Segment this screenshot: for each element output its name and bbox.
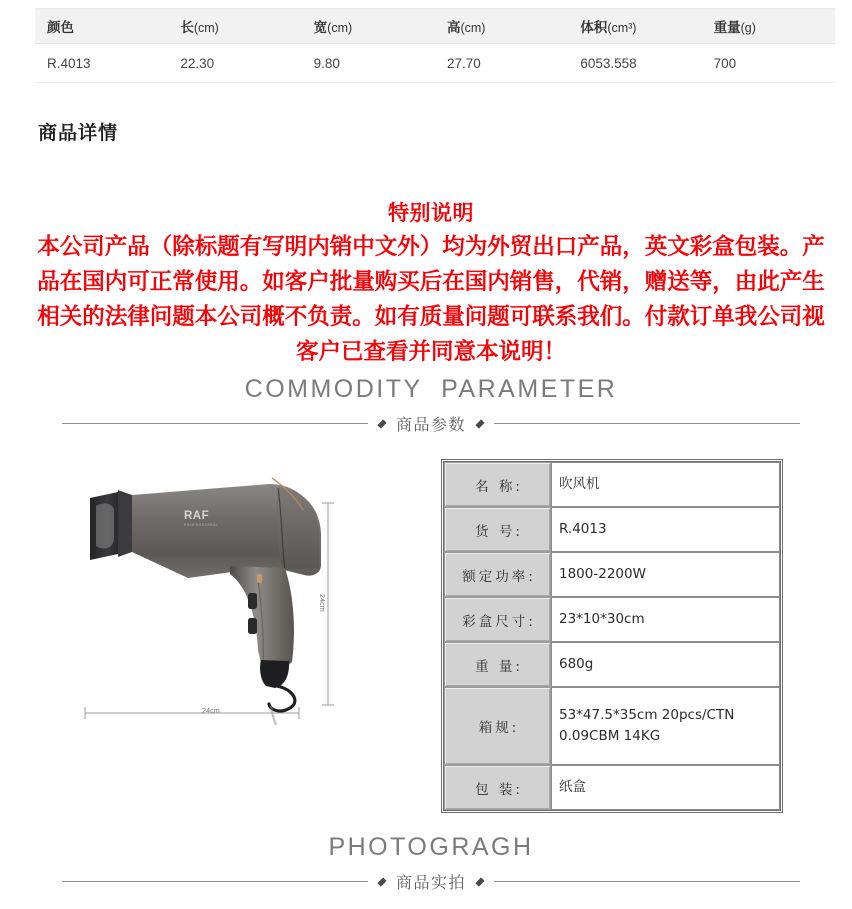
param-value-box-size: 23*10*30cm bbox=[551, 597, 780, 642]
hair-dryer-illustration bbox=[72, 462, 372, 742]
spec-table-header bbox=[35, 9, 835, 44]
spec-header-color bbox=[35, 9, 168, 44]
param-label-name: 名 称: bbox=[444, 462, 551, 507]
param-value-packing: 纸盒 bbox=[551, 765, 780, 810]
spec-header-width bbox=[302, 9, 435, 44]
param-label-weight: 重 量: bbox=[444, 642, 551, 687]
param-value-name: 吹风机 bbox=[551, 462, 780, 507]
param-value-carton-line1: 53*47.5*35cm 20pcs/CTN bbox=[559, 707, 735, 723]
special-notice-block bbox=[36, 198, 826, 370]
cord-boot bbox=[260, 660, 289, 688]
photo-banner-chinese: 商品实拍 bbox=[396, 873, 467, 892]
param-label-model: 货 号: bbox=[444, 507, 551, 552]
spec-header-volume-label: 体积 bbox=[580, 20, 608, 35]
param-label-box-size: 彩盒尺寸: bbox=[444, 597, 551, 642]
diamond-icon bbox=[475, 877, 484, 886]
photo-banner-english: PHOTOGRAGH bbox=[328, 833, 534, 861]
param-value-weight: 680g bbox=[551, 642, 780, 687]
diamond-icon bbox=[475, 419, 484, 428]
product-image-figure bbox=[72, 462, 372, 742]
table-row bbox=[444, 642, 780, 687]
width-dimension-label: 24cm bbox=[202, 708, 220, 715]
table-row bbox=[444, 765, 780, 810]
photo-banner-rule bbox=[36, 870, 826, 893]
table-row bbox=[444, 552, 780, 597]
rule-line-right bbox=[494, 423, 800, 424]
spec-header-width-unit: (cm) bbox=[327, 21, 353, 35]
switch-speed bbox=[248, 618, 257, 634]
diamond-icon bbox=[377, 419, 386, 428]
commodity-parameter-banner bbox=[36, 374, 826, 435]
table-row bbox=[35, 44, 835, 83]
rule-line-right bbox=[494, 881, 800, 882]
spec-header-length bbox=[168, 9, 301, 44]
special-notice-body: 本公司产品（除标题有写明内销中文外）均为外贸出口产品，英文彩盒包装。产品在国内可正常使用。如客户批量购买后在国内销售，代销，赠送等，由此产生相关的法律问题本公司概不负责。如有质量问题可联系我们。付款订单我公司视客户已查看并同意本说明！ bbox=[37, 234, 825, 365]
nozzle-collar bbox=[118, 490, 132, 557]
table-row bbox=[444, 597, 780, 642]
cool-shot-button bbox=[257, 574, 262, 583]
width-dimension-line bbox=[85, 707, 299, 719]
spec-header-color-label: 颜色 bbox=[47, 20, 74, 35]
table-row bbox=[444, 462, 780, 507]
param-label-carton: 箱规: bbox=[444, 687, 551, 765]
commodity-banner-chinese: 商品参数 bbox=[396, 415, 467, 434]
table-row bbox=[444, 687, 780, 765]
spec-header-weight-unit: (g) bbox=[740, 21, 756, 35]
spec-header-row bbox=[35, 9, 835, 44]
rule-line-left bbox=[62, 881, 368, 882]
spec-header-length-label: 长 bbox=[180, 20, 194, 35]
param-label-packing: 包 装: bbox=[444, 765, 551, 810]
spec-header-height bbox=[435, 9, 568, 44]
brand-wordmark: RAF bbox=[184, 510, 210, 522]
parameter-table-body bbox=[444, 462, 780, 810]
commodity-banner-english: COMMODITY PARAMETER bbox=[244, 375, 618, 403]
param-value-carton bbox=[551, 687, 780, 765]
photograph-banner bbox=[36, 832, 826, 893]
spec-header-volume-unit: (cm³) bbox=[607, 21, 637, 35]
param-value-model: R.4013 bbox=[551, 507, 780, 552]
spec-cell-volume: 6053.558 bbox=[568, 44, 701, 83]
spec-header-weight-label: 重量 bbox=[713, 20, 741, 35]
spec-cell-color: R.4013 bbox=[35, 44, 168, 83]
commodity-banner-rule bbox=[36, 412, 826, 435]
diamond-icon bbox=[377, 877, 386, 886]
rule-line-left bbox=[62, 423, 368, 424]
spec-header-height-label: 高 bbox=[446, 20, 461, 35]
height-dimension-label: 24cm bbox=[318, 594, 325, 612]
spec-header-weight bbox=[702, 9, 835, 44]
spec-cell-width: 9.80 bbox=[302, 44, 435, 83]
product-spec-table bbox=[35, 8, 835, 83]
switch-heat bbox=[248, 593, 257, 609]
spec-header-height-unit: (cm) bbox=[460, 21, 486, 35]
spec-header-length-unit: (cm) bbox=[193, 21, 219, 35]
table-row bbox=[444, 507, 780, 552]
product-parameter-table bbox=[441, 459, 783, 813]
page-title: 商品详情 bbox=[38, 123, 119, 144]
spec-header-volume bbox=[568, 9, 701, 44]
power-cord bbox=[269, 686, 295, 711]
brand-subtext: PROFESSIONAL bbox=[184, 523, 218, 527]
param-value-carton-line2: 0.09CBM 14KG bbox=[559, 728, 661, 744]
spec-cell-length: 22.30 bbox=[168, 44, 301, 83]
param-value-power: 1800-2200W bbox=[551, 552, 780, 597]
special-notice-title: 特别说明 bbox=[388, 201, 474, 225]
nozzle-inner bbox=[96, 503, 114, 548]
spec-cell-height: 27.70 bbox=[435, 44, 568, 83]
spec-cell-weight: 700 bbox=[702, 44, 835, 83]
spec-header-width-label: 宽 bbox=[313, 20, 328, 35]
param-label-power: 额定功率: bbox=[444, 552, 551, 597]
spec-table-body bbox=[35, 44, 835, 83]
